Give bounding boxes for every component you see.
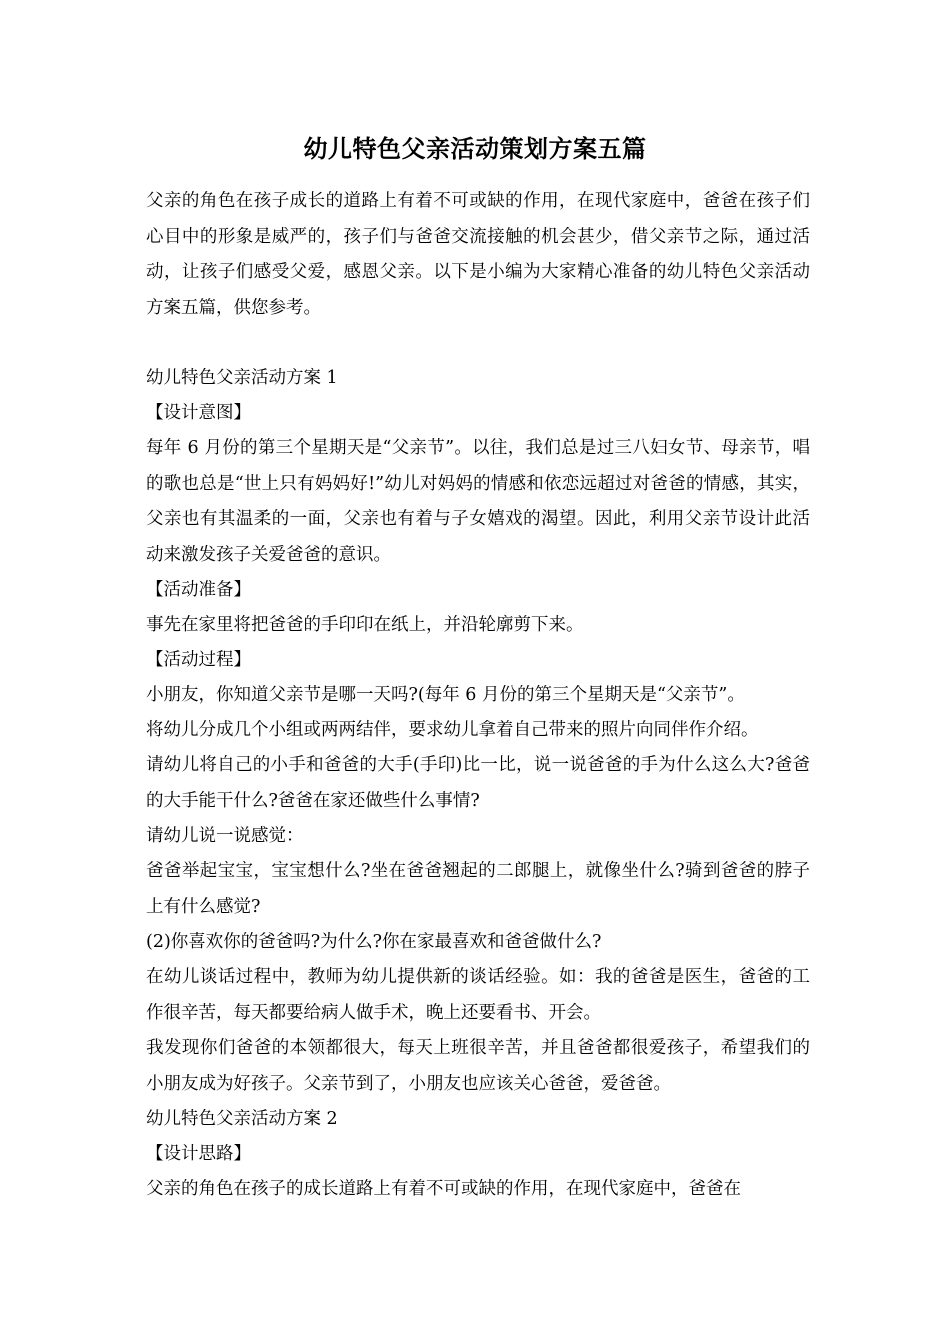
process-paragraph-8: 我发现你们爸爸的本领都很大，每天上班很辛苦，并且爸爸都很爱孩子，希望我们的小朋友成为好孩子。父亲节到了，小朋友也应该关心爸爸，爱爸爸。 <box>146 1038 810 1094</box>
design-idea-paragraph: 父亲的角色在孩子的成长道路上有着不可或缺的作用，在现代家庭中，爸爸在 <box>146 1179 741 1199</box>
paragraph-spacer <box>146 326 810 361</box>
preparation-paragraph: 事先在家里将把爸爸的手印印在纸上，并沿轮廓剪下来。 <box>146 615 584 635</box>
preparation-label: 【活动准备】 <box>146 580 251 600</box>
process-line-6: (2)你喜欢你的爸爸吗?为什么?你在家最喜欢和爸爸做什么? <box>146 932 602 952</box>
design-idea-label: 【设计思路】 <box>146 1144 251 1164</box>
document-body <box>146 184 810 1207</box>
plan-1-heading: 幼儿特色父亲活动方案 1 <box>146 368 338 388</box>
plan-2-heading: 幼儿特色父亲活动方案 2 <box>146 1109 338 1129</box>
process-line-1: 小朋友，你知道父亲节是哪一天吗?(每年 6 月份的第三个星期天是“父亲节”。 <box>146 685 745 705</box>
process-line-4: 请幼儿说一说感觉： <box>146 826 304 846</box>
design-intent-paragraph: 每年 6 月份的第三个星期天是“父亲节”。以往，我们总是过三八妇女节、母亲节，唱的歌也总是“世上只有妈妈好!”幼儿对妈妈的情感和依恋远超过对爸爸的情感，其实，父亲也有其温柔的一面，父亲也有着与子女嬉戏的渴望。因此，利用父亲节设计此活动来激发孩子关爱爸爸的意识。 <box>146 438 810 565</box>
process-paragraph-3: 请幼儿将自己的小手和爸爸的大手(手印)比一比，说一说爸爸的手为什么这么大?爸爸的大手能干什么?爸爸在家还做些什么事情? <box>146 755 810 811</box>
document-title: 幼儿特色父亲活动策划方案五篇 <box>303 134 647 163</box>
process-paragraph-5: 爸爸举起宝宝，宝宝想什么?坐在爸爸翘起的二郎腿上，就像坐什么?骑到爸爸的脖子上有什么感觉? <box>146 861 810 917</box>
design-intent-label: 【设计意图】 <box>146 403 251 423</box>
intro-paragraph: 父亲的角色在孩子成长的道路上有着不可或缺的作用，在现代家庭中，爸爸在孩子们心目中的形象是威严的，孩子们与爸爸交流接触的机会甚少，借父亲节之际，通过活动，让孩子们感受父爱，感恩父亲。以下是小编为大家精心准备的幼儿特色父亲活动方案五篇，供您参考。 <box>146 191 810 318</box>
process-paragraph-7: 在幼儿谈话过程中，教师为幼儿提供新的谈话经验。如：我的爸爸是医生，爸爸的工作很辛苦，每天都要给病人做手术，晚上还要看书、开会。 <box>146 967 810 1023</box>
process-label: 【活动过程】 <box>146 650 251 670</box>
process-line-2: 将幼儿分成几个小组或两两结伴，要求幼儿拿着自己带来的照片向同伴作介绍。 <box>146 720 759 740</box>
